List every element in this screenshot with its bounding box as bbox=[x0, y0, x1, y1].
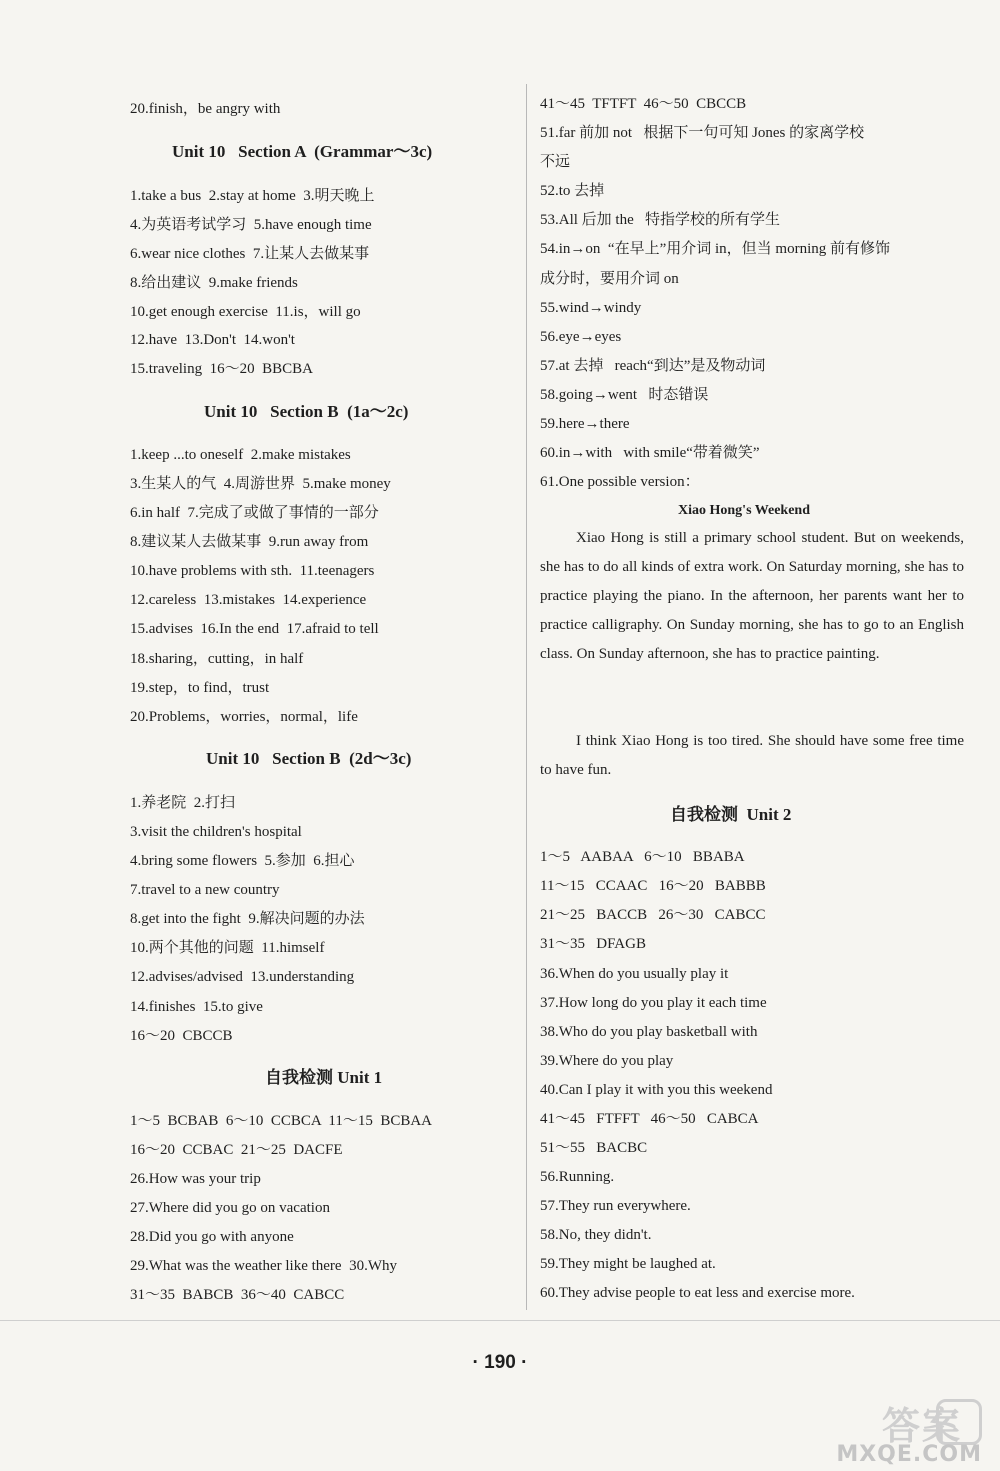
watermark-bottom-text: MXQE.COM bbox=[836, 1442, 982, 1467]
essay-paragraph-text: I think Xiao Hong is too tired. She should have some free time to have fun. bbox=[540, 733, 964, 778]
essay-paragraph bbox=[540, 524, 964, 669]
answer-line: 不远 bbox=[540, 154, 571, 170]
answer-line: 12.advises/advised 13.understanding bbox=[130, 969, 355, 985]
answer-line: 10.have problems with sth. 11.teenagers bbox=[130, 563, 375, 579]
watermark-seal-icon bbox=[936, 1399, 982, 1445]
answer-line: 20.finish，be angry with bbox=[130, 101, 281, 117]
answer-line: 21～25 BACCB 26～30 CABCC bbox=[540, 907, 766, 923]
answer-line: 12.have 13.Don't 14.won't bbox=[130, 332, 295, 348]
answer-line: 1～5 AABAA 6～10 BBABA bbox=[540, 849, 745, 865]
answer-line: 37.How long do you play it each time bbox=[540, 995, 767, 1011]
footer-rule bbox=[0, 1320, 1000, 1321]
answer-line: 7.travel to a new country bbox=[130, 882, 280, 898]
answer-line: 26.How was your trip bbox=[130, 1171, 261, 1187]
answer-line: 36.When do you usually play it bbox=[540, 966, 729, 982]
section-heading: 自我检测 Unit 2 bbox=[670, 805, 792, 824]
answer-line: 52.to 去掉 bbox=[540, 183, 605, 199]
answer-line: 1～5 BCBAB 6～10 CCBCA 11～15 BCBAA bbox=[130, 1113, 432, 1129]
section-heading: Unit 10 Section B (2d～3c) bbox=[206, 749, 412, 768]
section-heading: 自我检测 Unit 1 bbox=[265, 1068, 383, 1087]
answer-line: 18.sharing，cutting，in half bbox=[130, 651, 304, 667]
answer-line: 56.Running. bbox=[540, 1169, 615, 1185]
answer-line: 53.All 后加 the 特指学校的所有学生 bbox=[540, 212, 780, 228]
answer-line: 6.wear nice clothes 7.让某人去做某事 bbox=[130, 246, 370, 262]
answer-line: 57.at 去掉 reach“到达”是及物动词 bbox=[540, 358, 766, 374]
answer-line: 19.step，to find，trust bbox=[130, 680, 270, 696]
answer-line: 39.Where do you play bbox=[540, 1053, 674, 1069]
answer-line: 12.careless 13.mistakes 14.experience bbox=[130, 592, 367, 608]
answer-line: 31～35 BABCB 36～40 CABCC bbox=[130, 1287, 345, 1303]
answer-line: 54.in→on “在早上”用介词 in，但当 morning 前有修饰 bbox=[540, 241, 890, 257]
answer-line: 57.They run everywhere. bbox=[540, 1198, 691, 1214]
answer-line: 10.get enough exercise 11.is，will go bbox=[130, 304, 361, 320]
essay-title: Xiao Hong's Weekend bbox=[678, 503, 810, 518]
answer-line: 16～20 CCBAC 21～25 DACFE bbox=[130, 1142, 343, 1158]
answer-line: 6.in half 7.完成了或做了事情的一部分 bbox=[130, 505, 379, 521]
answer-line: 11～15 CCAAC 16～20 BABBB bbox=[540, 878, 766, 894]
answer-line: 59.here→there bbox=[540, 416, 630, 432]
answer-line: 51～55 BACBC bbox=[540, 1140, 648, 1156]
answer-line: 4.bring some flowers 5.参加 6.担心 bbox=[130, 853, 355, 869]
answer-line: 15.traveling 16～20 BBCBA bbox=[130, 361, 313, 377]
answer-line: 14.finishes 15.to give bbox=[130, 999, 263, 1015]
answer-line: 16～20 CBCCB bbox=[130, 1028, 233, 1044]
answer-line: 8.get into the fight 9.解决问题的办法 bbox=[130, 911, 365, 927]
answer-line: 1.keep ...to oneself 2.make mistakes bbox=[130, 447, 351, 463]
watermark-top-text: 答案 bbox=[881, 1404, 962, 1448]
answer-line: 15.advises 16.In the end 17.afraid to tell bbox=[130, 621, 379, 637]
answer-line: 1.take a bus 2.stay at home 3.明天晚上 bbox=[130, 188, 375, 204]
answer-line: 8.给出建议 9.make friends bbox=[130, 275, 298, 291]
watermark-logo bbox=[792, 1395, 982, 1467]
answer-line: 51.far 前加 not 根据下一句可知 Jones 的家离学校 bbox=[540, 125, 865, 141]
answer-line: 41～45 TFTFT 46～50 CBCCB bbox=[540, 96, 747, 112]
answer-line: 41～45 FTFFT 46～50 CABCA bbox=[540, 1111, 759, 1127]
answer-line: 58.No, they didn't. bbox=[540, 1227, 652, 1243]
answer-line: 29.What was the weather like there 30.Why bbox=[130, 1258, 397, 1274]
answer-line: 1.养老院 2.打扫 bbox=[130, 795, 236, 811]
answer-line: 28.Did you go with anyone bbox=[130, 1229, 294, 1245]
answer-line: 27.Where did you go on vacation bbox=[130, 1200, 330, 1216]
essay-paragraph bbox=[540, 727, 964, 785]
answer-line: 60.They advise people to eat less and exercise more. bbox=[540, 1285, 855, 1301]
answer-line: 3.生某人的气 4.周游世界 5.make money bbox=[130, 476, 391, 492]
answer-line: 60.in→with with smile“带着微笑” bbox=[540, 445, 760, 461]
answer-line: 31～35 DFAGB bbox=[540, 936, 646, 952]
section-heading: Unit 10 Section B (1a～2c) bbox=[204, 402, 409, 421]
answer-line: 3.visit the children's hospital bbox=[130, 824, 302, 840]
answer-line: 4.为英语考试学习 5.have enough time bbox=[130, 217, 372, 233]
answer-line: 10.两个其他的问题 11.himself bbox=[130, 940, 325, 956]
answer-line: 成分时，要用介词 on bbox=[540, 271, 679, 287]
answer-line: 8.建议某人去做某事 9.run away from bbox=[130, 534, 369, 550]
answer-line: 61.One possible version： bbox=[540, 474, 700, 490]
answer-line: 59.They might be laughed at. bbox=[540, 1256, 716, 1272]
section-heading: Unit 10 Section A (Grammar～3c) bbox=[172, 142, 433, 161]
column-divider bbox=[526, 84, 527, 1310]
page-number: · 190 · bbox=[472, 1352, 528, 1373]
answer-line: 55.wind→windy bbox=[540, 300, 642, 316]
essay-paragraph-text: Xiao Hong is still a primary school student. But on weekends, she has to do all kinds of extra work. On Saturday morning, she has to practice playing the piano. In the afternoon, her parents want her to practice calligraphy. On Sunday morning, she has to go to an English class. On Sunday afternoon, she has to practice painting. bbox=[540, 530, 964, 662]
answer-line: 40.Can I play it with you this weekend bbox=[540, 1082, 773, 1098]
answer-line: 56.eye→eyes bbox=[540, 329, 622, 345]
answer-line: 20.Problems，worries，normal，life bbox=[130, 709, 358, 725]
answer-line: 38.Who do you play basketball with bbox=[540, 1024, 758, 1040]
answer-line: 58.going→went 时态错误 bbox=[540, 387, 709, 403]
